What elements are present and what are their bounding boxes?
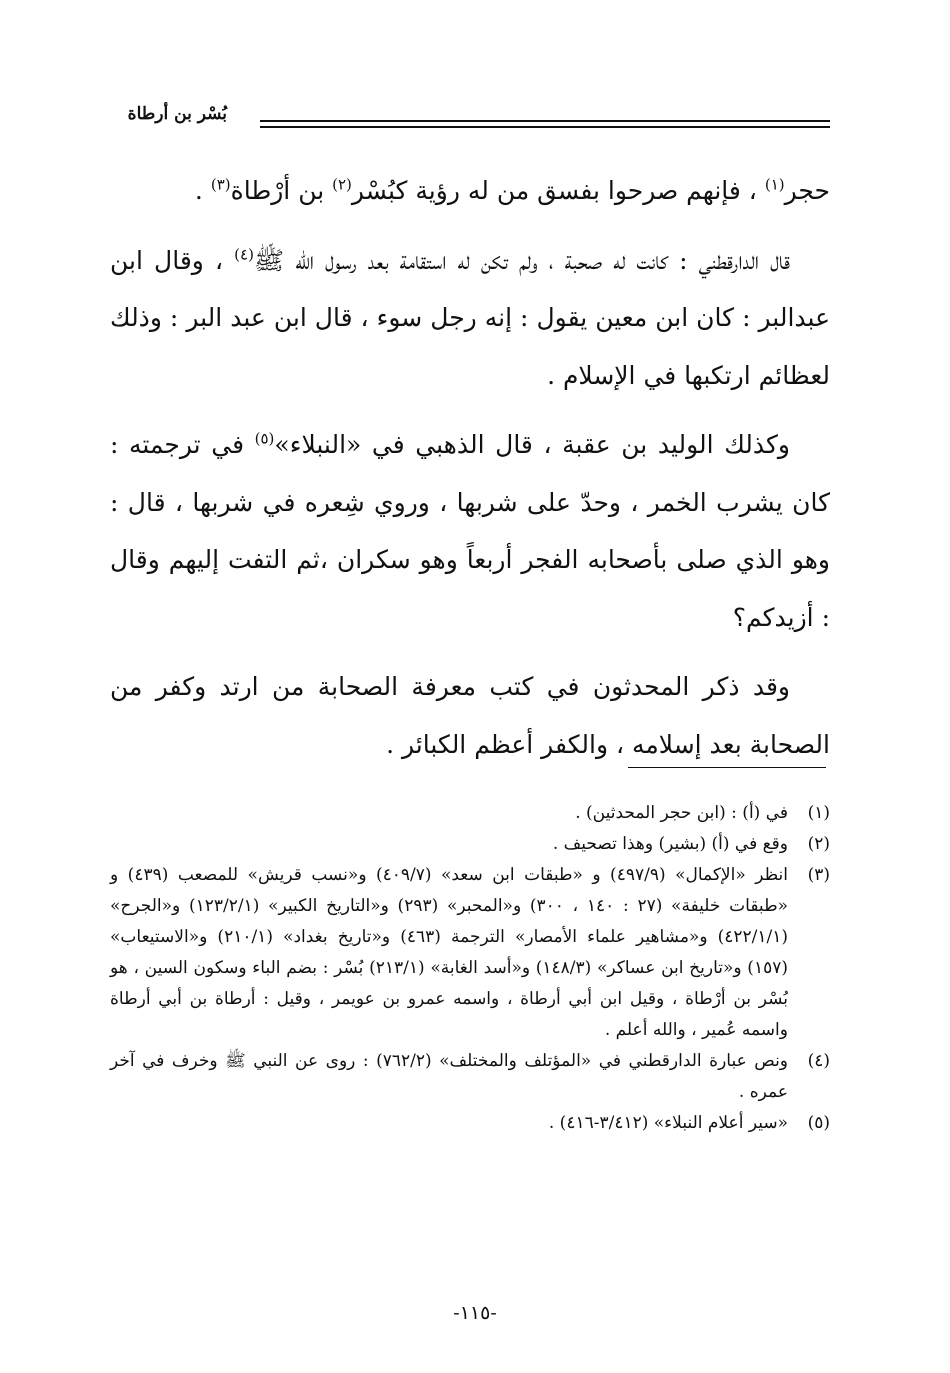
footnote-ref-5: (٥)	[254, 429, 275, 448]
footnote-1	[110, 798, 830, 829]
header-rule-top	[260, 120, 830, 122]
paragraph-3	[110, 416, 830, 646]
text-run: وكذلك الوليد بن عقبة ، قال الذهبي في «النبلاء»	[274, 430, 790, 459]
footnote-text: وقع في (أ) (بشير) وهذا تصحيف .	[552, 834, 788, 854]
footnote-ref-3: (٣)	[210, 175, 231, 194]
text-run: بن أرْطاة	[230, 176, 333, 205]
text-run: قال الدارقطني : كانت له صحبة ، ولم تكن له استقامة بعد رسول الله ﷺ	[253, 245, 790, 275]
paragraph-2	[110, 232, 830, 405]
paragraph-4: وقد ذكر المحدثون في كتب معرفة الصحابة من ارتد وكفر من الصحابة بعد إسلامه ، والكفر أعظم الكبائر .	[110, 672, 830, 759]
footnote-4	[110, 1046, 830, 1108]
footnote-number: (٤)	[807, 1051, 830, 1071]
page-number: -١١٥-	[453, 1302, 497, 1324]
footnote-3	[110, 860, 830, 1046]
text-run: ، فإنهم صرحوا بفسق من له رؤية كبُسْر	[351, 176, 765, 205]
footnote-number: (١)	[807, 803, 830, 823]
footnote-text: ونص عبارة الدارقطني في «المؤتلف والمختلف» (٧٦٢/٢) : روى عن النبي ﷺ وخرف في آخر عمره .	[110, 1051, 789, 1102]
footnote-ref-4: (٤)	[234, 245, 254, 264]
header-rule-bottom	[260, 126, 830, 128]
footnote-text: «سير أعلام النبلاء» (٣/٤١٢-٤١٦) .	[548, 1113, 788, 1133]
footnote-5	[110, 1108, 830, 1139]
text-run: .	[194, 176, 211, 205]
footnote-number: (٥)	[807, 1113, 830, 1133]
footnote-ref-2: (٢)	[332, 175, 352, 194]
paragraph-1	[110, 162, 830, 220]
footnote-2	[110, 829, 830, 860]
footnotes	[110, 798, 830, 1139]
footnote-number: (٢)	[807, 834, 830, 854]
text-run: حجر	[784, 176, 830, 205]
footnote-number: (٣)	[807, 865, 830, 885]
footnote-text: في (أ) : (ابن حجر المحدثين) .	[575, 803, 788, 823]
main-text	[110, 162, 830, 785]
footnote-separator	[628, 767, 826, 768]
running-header	[110, 104, 830, 144]
text-run: في ترجمته : كان يشرب الخمر ، وحدّ على شربها ، وروي شِعره في شربها ، قال : وهو الذي صلى بأصحابه الفجر أربعاً وهو سكران ،ثم التفت إليهم وقال : أزيدكم؟	[110, 430, 830, 632]
footnote-text: انظر «الإكمال» (٤٩٧/٩) و «طبقات ابن سعد» (٤٠٩/٧) و«نسب قريش» للمصعب (٤٣٩) و «طبقات خليفة» (٢٧ : ١٤٠ ، ٣٠٠) و«المحبر» (٢٩٣) و«التاريخ الكبير» (١٢٣/٢/١) و«الجرح» (٤٢٢/١/١) و«مشاهير علماء الأمصار» الترجمة (٤٦٣) و«تاريخ بغداد» (٢١٠/١) و«الاستيعاب» (١٥٧) و«تاريخ ابن عساكر» (١٤٨/٣) و«أسد الغابة» (٢١٣/١) بُسْر : بضم الباء وسكون السين ، هو بُسْر بن أرْطاة ، وقيل ابن أبي أرطاة ، واسمه عمرو بن عويمر ، وقيل : أرطاة بن أبي أرطاة واسمه عُمير ، والله أعلم .	[110, 865, 789, 1040]
running-title: بُسْر بن أرطاة	[127, 104, 227, 124]
footnote-ref-1: (١)	[764, 175, 785, 194]
text-run: ، وقال ابن عبدالبر : كان ابن معين يقول : إنه رجل سوء ، قال ابن عبد البر : وذلك لعظائم ارتكبها في الإسلام .	[110, 245, 830, 390]
